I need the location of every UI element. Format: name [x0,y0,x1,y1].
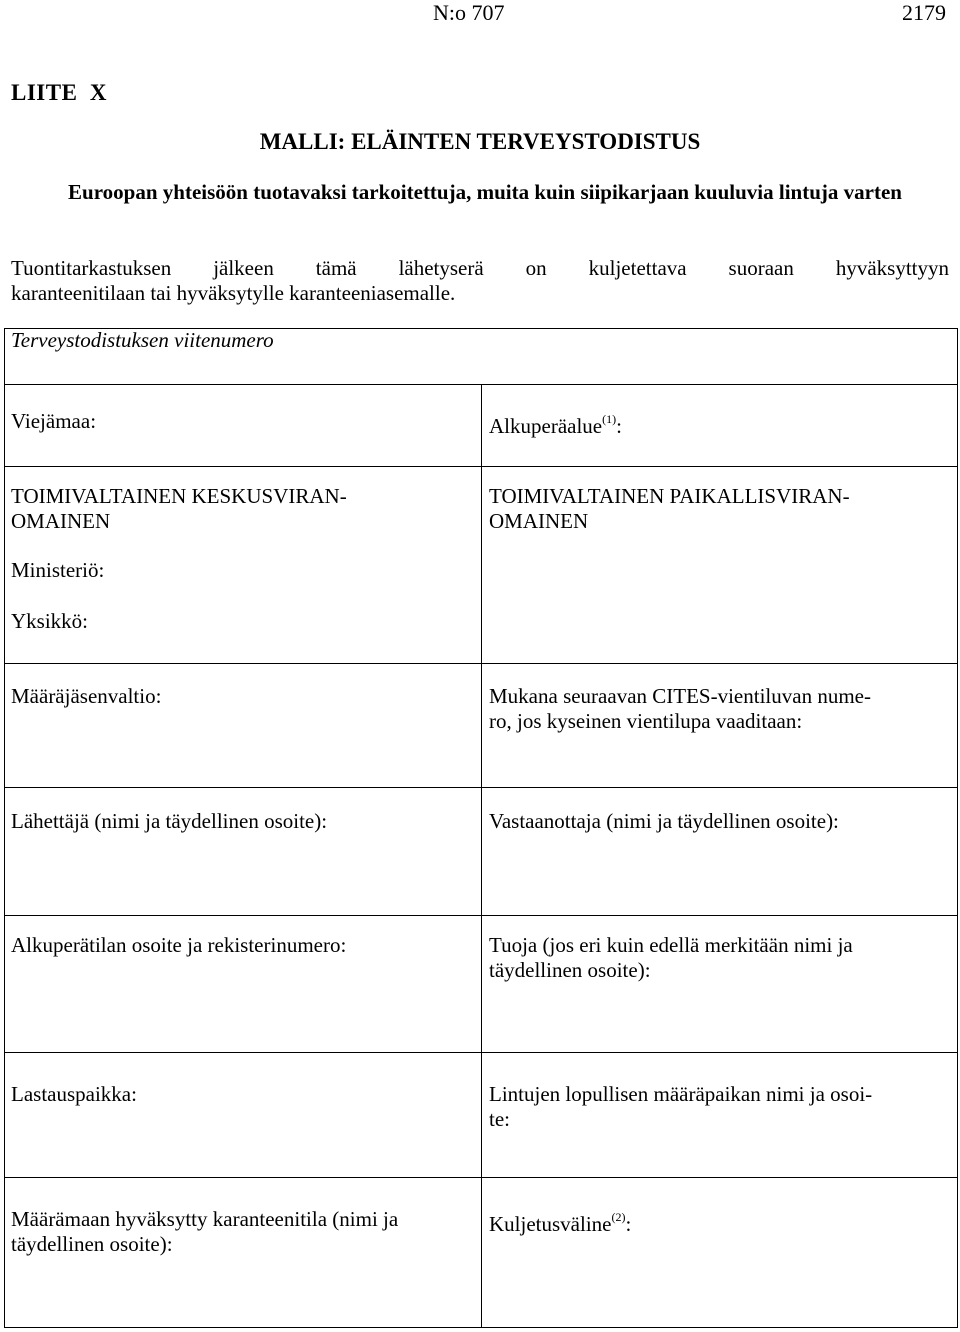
origin-region-colon: : [616,414,622,438]
footnote-ref: (2) [611,1210,626,1224]
page-title: MALLI: ELÄINTEN TERVEYSTODISTUS [259,129,701,154]
column-divider [481,384,482,1327]
ministry-field: Ministeriö: [11,558,105,582]
certificate-form [4,328,958,1328]
transport-label: Kuljetusväline [489,1212,612,1236]
central-authority-line-2: OMAINEN [11,509,111,533]
final-destination-line-1: Lintujen lopullisen määräpaikan nimi ja osoi- [489,1082,873,1106]
unit-field: Yksikkö: [11,609,89,633]
intro-paragraph [11,256,949,306]
local-authority-line-1: TOIMIVALTAINEN PAIKALLISVIRAN- [489,484,850,508]
local-authority-line-2: OMAINEN [489,509,589,533]
issue-number: N:o 707 [433,0,505,25]
footnote-ref: (1) [602,412,617,426]
loading-place-field: Lastauspaikka: [11,1082,137,1106]
central-authority-line-1: TOIMIVALTAINEN KESKUSVIRAN- [11,484,347,508]
intro-line-1: Tuontitarkastuksen jälkeen tämä lähetyserä on kuljetettava suoraan hyväksyttyyn [11,256,949,280]
page-subtitle: Euroopan yhteisöön tuotavaksi tarkoitettuja, muita kuin siipikarjaan kuuluvia lintuja varten [68,180,902,204]
transport-colon: : [625,1212,632,1236]
destination-state-field: Määräjäsenvaltio: [11,684,162,708]
page-number: 2179 [902,0,946,25]
importer-field [489,933,853,983]
quarantine-line-2: täydellinen osoite): [11,1232,173,1256]
importer-line-2: täydellinen osoite): [489,958,651,982]
origin-establishment-field: Alkuperätilan osoite ja rekisterinumero: [11,933,347,957]
final-destination-field [489,1082,872,1132]
central-authority-heading [11,484,347,534]
cites-permit-field [489,684,871,734]
export-country-field: Viejämaa: [11,409,97,433]
certificate-reference-label: Terveystodistuksen viitenumero [11,328,274,352]
transport-means-field [489,1207,631,1237]
origin-region-label: Alkuperäalue [489,414,603,438]
final-destination-line-2: te: [489,1107,510,1131]
origin-region-field [489,409,622,439]
quarantine-line-1: Määrämaan hyväksytty karanteenitila (nimi ja [11,1207,399,1231]
intro-line-2: karanteenitilaan tai hyväksytylle karanteeniasemalle. [11,281,456,305]
cites-line-2: ro, jos kyseinen vientilupa vaaditaan: [489,709,803,733]
consignor-field: Lähettäjä (nimi ja täydellinen osoite): [11,809,328,833]
cites-line-1: Mukana seuraavan CITES-vientiluvan nume- [489,684,871,708]
annex-heading: LIITE X [11,80,108,105]
consignee-field: Vastaanottaja (nimi ja täydellinen osoite): [489,809,839,833]
quarantine-facility-field [11,1207,398,1257]
importer-line-1: Tuoja (jos eri kuin edellä merkitään nimi ja [489,933,853,957]
local-authority-heading [489,484,850,534]
